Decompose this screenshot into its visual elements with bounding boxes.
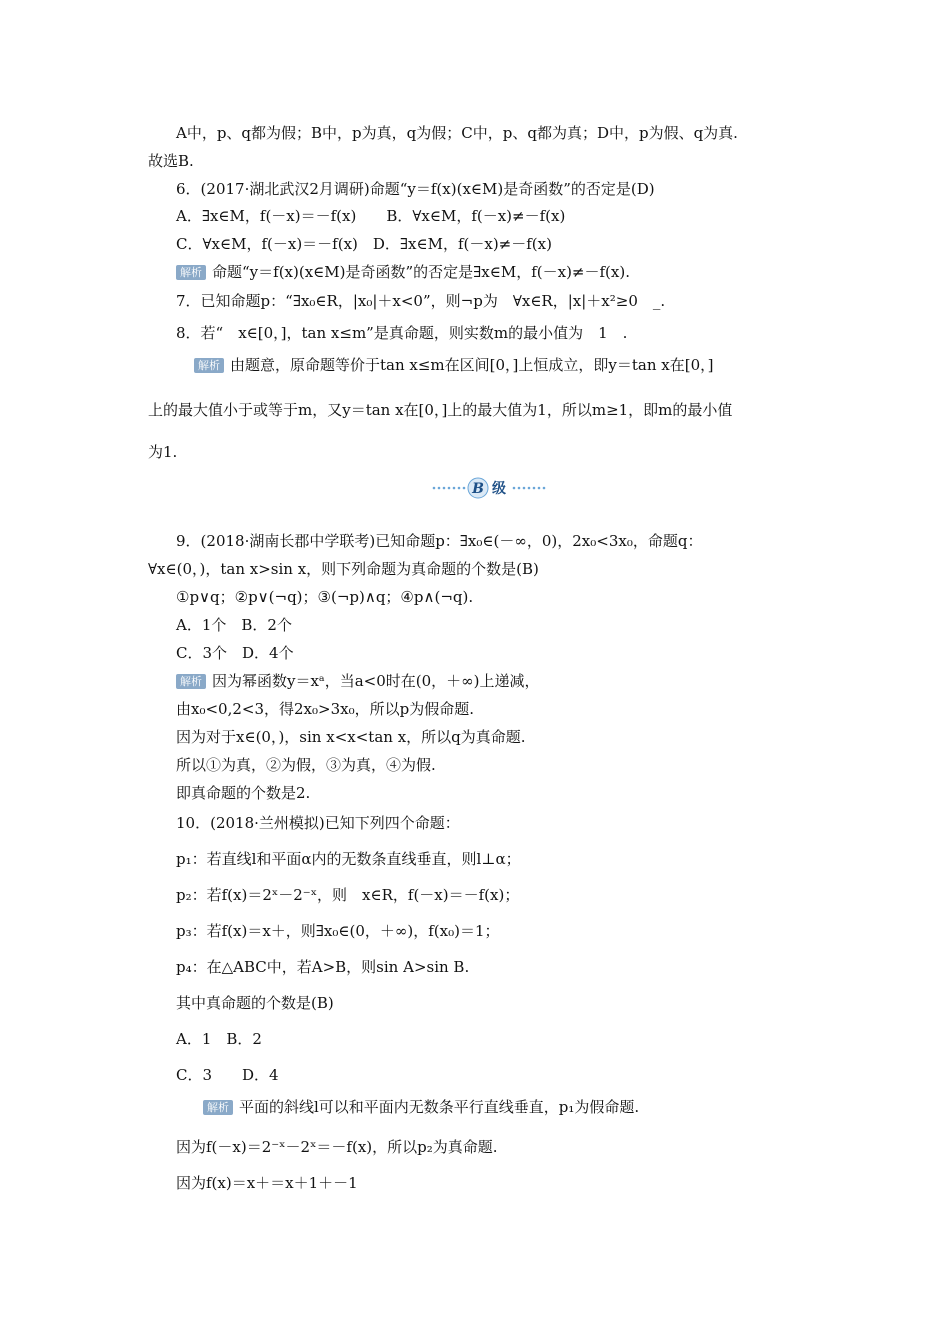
text-line [176,123,738,143]
line-text: 因为对于x∈(0，)，sin x<x<tan x，所以q为真命题. [176,728,526,746]
line-text: A．1个 B．2个 [176,616,292,634]
text-line [176,755,436,775]
line-text: 为1. [148,443,178,461]
text-line [176,957,469,977]
line-text: 由x₀<0,2<3，得2x₀>3x₀，所以p为假命题. [176,700,474,718]
dotted-line-left [433,487,466,490]
analysis-tag: 解析 [176,265,206,280]
section-title: 级 [492,481,506,497]
text-line [176,993,334,1013]
line-text: C．3个 D．4个 [176,644,294,662]
text-line [176,885,519,905]
text-line [176,849,521,869]
text-line [176,1065,279,1085]
text-line [148,400,732,420]
line-text: 所以①为真，②为假，③为真，④为假. [176,756,436,774]
text-line [176,206,565,226]
text-line [176,1137,498,1157]
text-line [148,559,539,579]
line-text: C．∀x∈M，f(－x)＝－f(x) D．∃x∈M，f(－x)≠－f(x) [176,235,552,253]
text-line [176,1173,358,1193]
line-text: 上的最大值小于或等于m，又y＝tan x在[0，]上的最大值为1，所以m≥1，即m的最小值 [148,401,733,419]
line-text: 7．已知命题p：“∃x₀∈R，|x₀|＋x<0”，则¬p为 ∀x∈R，|x|＋x²≥0 _. [176,292,666,310]
text-line [176,587,473,607]
line-text: A．1 B．2 [176,1030,262,1048]
text-line [176,531,702,551]
line-text: A．∃x∈M，f(－x)＝－f(x) B．∀x∈M，f(－x)≠－f(x) [176,207,566,225]
section-b-divider [430,476,550,500]
text-line [176,699,474,719]
line-text: 因为f(x)＝x＋＝x＋1＋－1 [176,1174,358,1192]
line-text: p₁：若直线l和平面α内的无数条直线垂直，则l⊥α； [176,850,521,868]
text-line [176,783,310,803]
line-text: 6．(2017·湖北武汉2月调研)命题“y＝f(x)(x∈M)是奇函数”的否定是(D) [176,180,655,198]
analysis-line [203,1097,639,1117]
line-text: p₂：若f(x)＝2ˣ－2⁻ˣ，则 x∈R，f(－x)＝－f(x)； [176,886,520,904]
analysis-tag: 解析 [194,358,224,373]
line-text: 故选B. [148,152,194,170]
text-line [176,921,500,941]
text-line [148,442,177,462]
analysis-line [176,262,630,282]
analysis-tag: 解析 [203,1100,233,1115]
line-text: 即真命题的个数是2. [176,784,311,802]
text-line [176,1029,262,1049]
line-text: 8．若“ x∈[0，]，tan x≤m”是真命题，则实数m的最小值为 1 . [176,324,628,342]
dotted-line-right [513,487,546,490]
line-text: 9．(2018·湖南长郡中学联考)已知命题p：∃x₀∈(－∞，0)，2x₀<3x₀，命题q： [176,532,703,550]
line-text: 其中真命题的个数是(B) [176,994,334,1012]
line-text: 命题“y＝f(x)(x∈M)是奇函数”的否定是∃x∈M，f(－x)≠－f(x). [212,263,630,281]
analysis-line [176,671,540,691]
line-text: A中，p、q都为假；B中，p为真，q为假；C中，p、q都为真；D中，p为假、q为真. [176,124,738,142]
line-text: p₄：在△ABC中，若A>B，则sin A>sin B. [176,958,470,976]
line-text: C．3 D．4 [176,1066,279,1084]
text-line [176,234,552,254]
line-text: 平面的斜线l可以和平面内无数条平行直线垂直，p₁为假命题. [239,1098,640,1116]
section-badge-letter: B [472,481,484,497]
line-text: 因为幂函数y＝xᵃ，当a<0时在(0，＋∞)上递减， [212,672,540,690]
text-line [176,727,526,747]
text-line [176,323,627,343]
line-text: ∀x∈(0，)，tan x>sin x，则下列命题为真命题的个数是(B) [148,560,539,578]
line-text: 10．(2018·兰州模拟)已知下列四个命题： [176,814,460,832]
text-line [176,643,294,663]
line-text: p₃：若f(x)＝x＋，则∃x₀∈(0，＋∞)，f(x₀)＝1； [176,922,500,940]
text-line [148,151,194,171]
analysis-line [194,355,713,375]
line-text: ①p∨q；②p∨(¬q)；③(¬p)∧q；④p∧(¬q). [176,588,474,606]
text-line [176,813,460,833]
analysis-tag: 解析 [176,674,206,689]
line-text: 因为f(－x)＝2⁻ˣ－2ˣ＝－f(x)，所以p₂为真命题. [176,1138,498,1156]
line-text: 由题意，原命题等价于tan x≤m在区间[0，]上恒成立，即y＝tan x在[0，] [230,356,714,374]
text-line [176,179,655,199]
text-line [176,615,292,635]
text-line [176,291,665,311]
